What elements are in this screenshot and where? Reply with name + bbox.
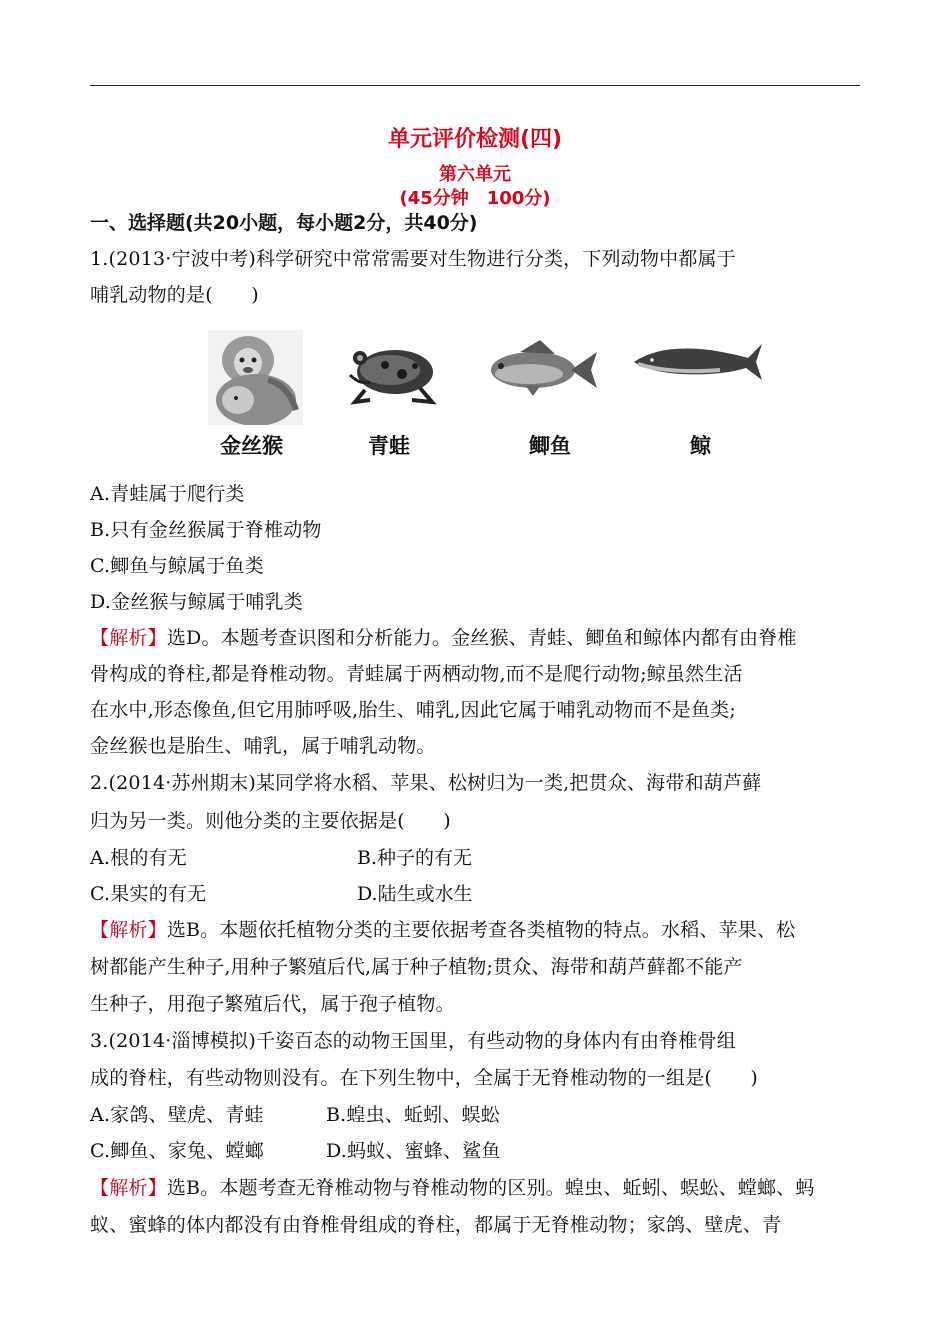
q3-analysis-line1: 【解析】选B。本题考查无脊椎动物与脊椎动物的区别。蝗虫、蚯蚓、蜈蚣、螳螂、蚂: [90, 1177, 815, 1199]
q1-analysis-line2: 骨构成的脊柱,都是脊椎动物。青蛙属于两栖动物,而不是爬行动物;鲸虽然生活: [90, 663, 743, 685]
q2-analysis-line1: 【解析】选B。本题依托植物分类的主要依据考查各类植物的特点。水稻、苹果、松: [90, 919, 796, 941]
q3-option-b: B.蝗虫、蚯蚓、蜈蚣: [326, 1104, 501, 1126]
doc-title: 单元评价检测(四): [387, 127, 563, 152]
q1-stem-line1: 1.(2013·宁波中考)科学研究中常常需要对生物进行分类，下列动物中都属于: [90, 248, 736, 270]
q2-option-b: B.种子的有无: [357, 847, 473, 869]
carp-image: [485, 330, 600, 400]
analysis-tag: 【解析】: [90, 627, 167, 649]
q2-analysis-line2: 树都能产生种子,用种子繁殖后代,属于种子植物;贯众、海带和葫芦藓都不能产: [90, 956, 743, 978]
q2-stem-line2: 归为另一类。则他分类的主要依据是( ): [90, 810, 451, 832]
caption-frog: 青蛙: [368, 434, 410, 458]
q1-analysis-line4: 金丝猴也是胎生、哺乳，属于哺乳动物。: [90, 735, 436, 757]
doc-meta: (45分钟 100分): [399, 188, 551, 209]
q1-option-d: D.金丝猴与鲸属于哺乳类: [90, 591, 303, 613]
caption-whale: 鲸: [690, 434, 711, 458]
q2-analysis-line3: 生种子，用孢子繁殖后代，属于孢子植物。: [90, 993, 455, 1015]
analysis-tag: 【解析】: [90, 919, 167, 941]
whale-image: [630, 330, 765, 390]
caption-monkey: 金丝猴: [220, 434, 283, 458]
q2-stem-line1: 2.(2014·苏州期末)某同学将水稻、苹果、松树归为一类,把贯众、海带和葫芦藓: [90, 772, 762, 794]
q3-option-d: D.蚂蚁、蜜蜂、鲨鱼: [326, 1140, 501, 1162]
q1-option-a: A.青蛙属于爬行类: [90, 483, 245, 505]
q3-option-c: C.鲫鱼、家兔、螳螂: [90, 1140, 264, 1162]
q1-option-b: B.只有金丝猴属于脊椎动物: [90, 519, 322, 541]
q3-stem-line1: 3.(2014·淄博模拟)千姿百态的动物王国里，有些动物的身体内有由脊椎骨组: [90, 1030, 736, 1052]
frog-image: [340, 330, 440, 410]
analysis-tag: 【解析】: [90, 1177, 167, 1199]
section-heading: 一、选择题(共20小题，每小题2分，共40分): [90, 212, 478, 234]
q3-stem-line2: 成的脊柱，有些动物则没有。在下列生物中，全属于无脊椎动物的一组是( ): [90, 1067, 759, 1089]
q3-option-a: A.家鸽、壁虎、青蛙: [90, 1104, 264, 1126]
caption-carp: 鲫鱼: [529, 434, 571, 458]
q2-option-d: D.陆生或水生: [357, 883, 473, 905]
q1-option-c: C.鲫鱼与鲸属于鱼类: [90, 555, 264, 577]
q2-option-c: C.果实的有无: [90, 883, 207, 905]
q1-stem-line2: 哺乳动物的是( ): [90, 284, 259, 306]
doc-subtitle: 第六单元: [439, 164, 511, 185]
q1-analysis-line3: 在水中,形态像鱼,但它用肺呼吸,胎生、哺乳,因此它属于哺乳动物而不是鱼类;: [90, 699, 736, 721]
q1-figure: [190, 330, 780, 460]
monkey-image: [208, 330, 303, 425]
q2-option-a: A.根的有无: [90, 847, 187, 869]
q1-analysis-line1: 【解析】选D。本题考查识图和分析能力。金丝猴、青蛙、鲫鱼和鲸体内都有由脊椎: [90, 627, 797, 649]
header-rule: [90, 85, 860, 86]
q3-analysis-line2: 蚁、蜜蜂的体内都没有由脊椎骨组成的脊柱，都属于无脊椎动物；家鸽、壁虎、青: [90, 1214, 782, 1236]
